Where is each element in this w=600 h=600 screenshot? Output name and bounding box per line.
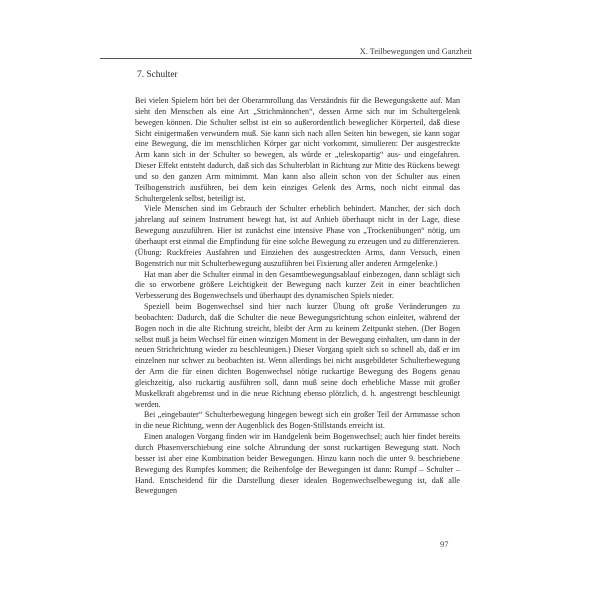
paragraph: Speziell beim Bogenwechsel sind hier nach kurzer Übung oft große Veränderungen zu beobachten: Dadurch, daß die Schulter die neue Bewegungsrichtung schon einleitet, während der Bogen noch in die alte Richtung streicht, bleibt der Arm zu keinem Zeitpunkt stehen. (Der Bogen selbst muß ja beim Wechsel für einen winzigen Moment in der Bewegung einhalten, um dann in der neuen Strichrichtung wieder zu beschleunigen.) Dieser Vorgang spielt sich so schnell ab, daß er im einzelnen nur schwer zu beobachten ist. Wenn allerdings bei nicht ausgebildeter Schulterbewegung der Arm die für einen dichten Bogenwechsel nötige ruckartige Bewegung des Bogens genau gleichzeitig, also ruckartig ausführen soll, dann muß seine doch erhebliche Masse mit großer Muskelkraft abgebremst und in die neue Richtung ebenso plötzlich, d. h. angestrengt beschleunigt werden. xyxy=(135,302,460,409)
running-head: X. Teilbewegungen und Ganzheit xyxy=(359,47,472,56)
section-title: 7. Schulter xyxy=(137,70,178,80)
page-number: 97 xyxy=(440,540,449,549)
paragraph: Einen analogen Vorgang finden wir im Handgelenk beim Bogenwechsel; auch hier findet bereits durch Phasenverschiebung eine solche Abrundung der sonst ruckartigen Bewegung statt. Noch besser ist aber eine Kombination beider Bewegungen. Hinzu kann noch die unter 9. beschriebene Bewegung des Rumpfes kommen; die Reihenfolge der Bewegungen ist dann: Rumpf – Schulter – Hand. Entscheidend für die Darstellung dieser idealen Bogenwechselbewegung ist, daß alle Bewegungen xyxy=(135,432,460,496)
header-rule xyxy=(100,58,472,59)
paragraph: Bei „eingebauter“ Schulterbewegung hingegen bewegt sich ein großer Teil der Armmasse schon in die neue Richtung, wenn der Augenblick des Bogen-Stillstands erreicht ist. xyxy=(135,410,460,431)
paragraph: Bei vielen Spielern hört bei der Oberarmrollung das Verständnis für die Bewegungskette auf. Man sieht den Menschen als eine Art „Strichmännchen“, dessen Arme sich nur im Schultergelenk bewegen können. Die Schulter selbst ist ein so außerordentlich beweglicher Körperteil, daß diese Sicht einigermaßen verwundern muß. Sie kann sich nach allen Seiten hin bewegen, sie kann sogar eine Bewegung, die im menschlichen Körper gar nicht vorkommt, simulieren: Der ausgestreckte Arm kann sich in der Schulter so bewegen, als würde er „teleskopartig“ aus- und eingefahren. Dieser Effekt entsteht dadurch, daß sich das Schulterblatt in Richtung zur Mitte des Rückens bewegt und so den ganzen Arm mitnimmt. Man kann also allein schon von der Schulter aus einen Teilbogenstrich ausführen, bei dem kein einziges Gelenk des Arms, noch nicht einmal das Schultergelenk selbst, beteiligt ist. xyxy=(135,96,460,203)
body-text xyxy=(135,96,460,497)
paragraph: Viele Menschen sind im Gebrauch der Schulter erheblich behindert. Mancher, der sich doch jahrelang auf seinem Instrument bewegt hat, ist auf Anhieb überhaupt nicht in der Lage, diese Bewegung auszuführen. Hier ist zunächst eine intensive Phase von „Trockenübungen“ nötig, um überhaupt erst einmal die Empfindung für eine solche Bewegung zu erzeugen und zu differenzieren. (Übung: Ruckfreies Ausfahren und Einziehen des ausgestreckten Arms, dann Versuch, einen Bogenstrich nur mit Schulterbewegung auszuführen bei Fixierung aller anderen Armgelenke.) xyxy=(135,204,460,268)
paragraph: Hat man aber die Schulter einmal in den Gesamtbewegungsablauf einbezogen, dann schlägt sich die so erworbene größere Leichtigkeit der Bewegung nach kurzer Zeit in einer beachtlichen Verbesserung des Bogenwechsels und überhaupt des dynamischen Spiels nieder. xyxy=(135,269,460,301)
